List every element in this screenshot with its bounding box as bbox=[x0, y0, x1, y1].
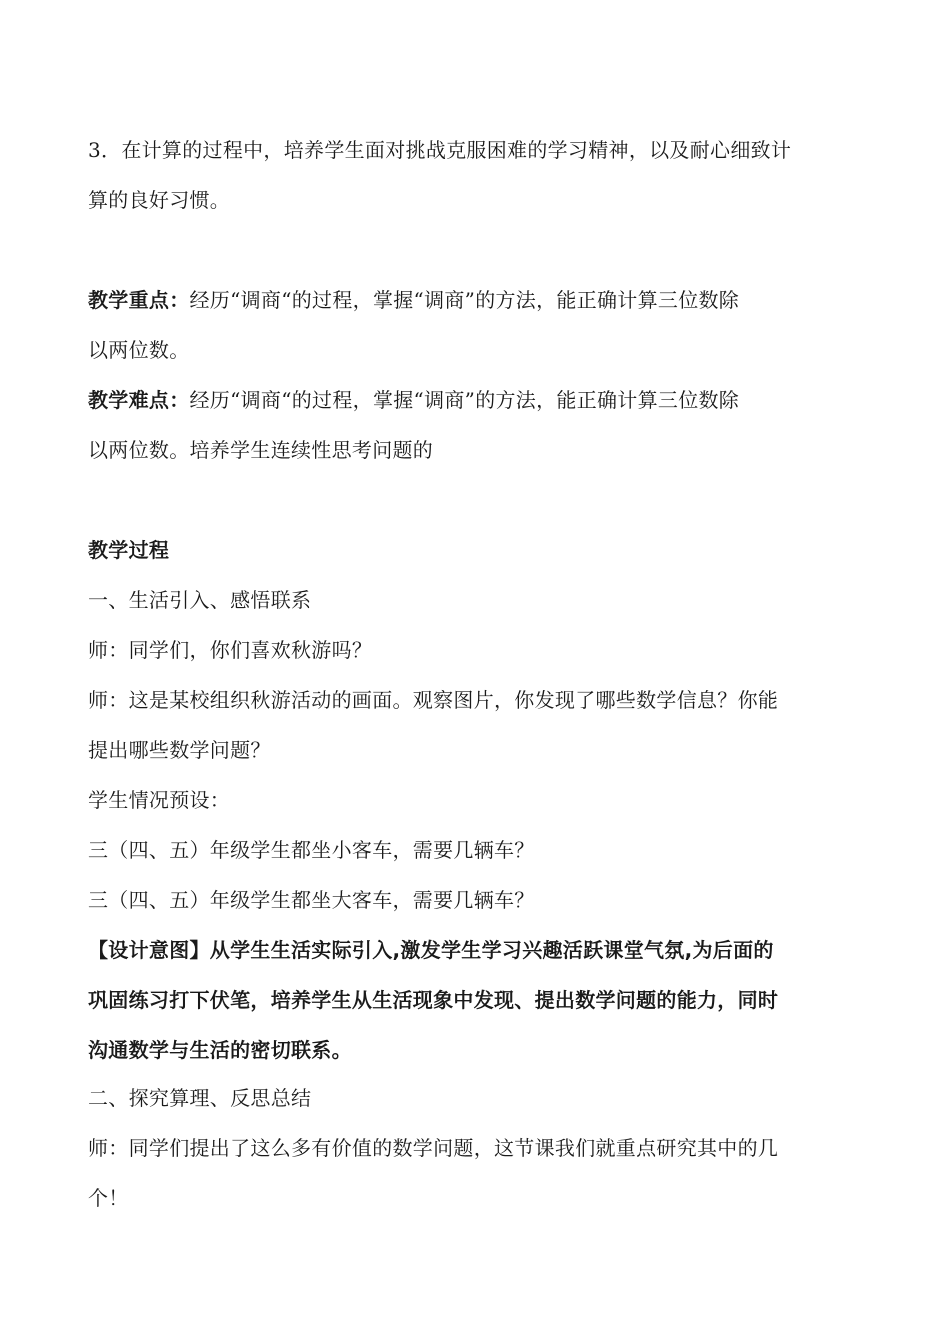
section-1-p3: 学生情况预设： bbox=[88, 788, 231, 812]
objective-3-line-2: 算的良好习惯。 bbox=[88, 188, 231, 212]
design-intent-line-2: 巩固练习打下伏笔，培养学生从生活现象中发现、提出数学问题的能力，同时 bbox=[88, 988, 779, 1012]
key-point-line-1 bbox=[88, 287, 868, 313]
difficult-point-label: 教学难点： bbox=[88, 388, 190, 412]
difficult-point-line-2: 以两位数。培养学生连续性思考问题的 bbox=[88, 438, 434, 462]
section-2-p1-line-2: 个！ bbox=[88, 1186, 129, 1210]
section-1-p5: 三（四、五）年级学生都坐大客车，需要几辆车？ bbox=[88, 888, 535, 912]
key-point-label: 教学重点： bbox=[88, 288, 190, 312]
section-1-p4: 三（四、五）年级学生都坐小客车，需要几辆车？ bbox=[88, 838, 535, 862]
section-2-p1-line-1: 师：同学们提出了这么多有价值的数学问题，这节课我们就重点研究其中的几 bbox=[88, 1136, 779, 1160]
section-1-p2-line-1: 师：这是某校组织秋游活动的画面。观察图片，你发现了哪些数学信息？你能 bbox=[88, 688, 779, 712]
difficult-point-line-1 bbox=[88, 387, 868, 413]
process-title: 教学过程 bbox=[88, 538, 170, 562]
difficult-point-text: 经历“调商“的过程，掌握“调商”的方法，能正确计算三位数除 bbox=[189, 388, 740, 412]
key-point-text: 经历“调商“的过程，掌握“调商”的方法，能正确计算三位数除 bbox=[189, 288, 740, 312]
section-1-p1: 师：同学们，你们喜欢秋游吗？ bbox=[88, 638, 373, 662]
section-2-title: 二、探究算理、反思总结 bbox=[88, 1086, 312, 1110]
design-intent-line-3: 沟通数学与生活的密切联系。 bbox=[88, 1038, 352, 1062]
objective-3-line-1: 3．在计算的过程中，培养学生面对挑战克服困难的学习精神，以及耐心细致计 bbox=[88, 138, 792, 162]
section-1-p2-line-2: 提出哪些数学问题？ bbox=[88, 738, 271, 762]
section-1-title: 一、生活引入、感悟联系 bbox=[88, 588, 312, 612]
key-point-line-2: 以两位数。 bbox=[88, 338, 190, 362]
design-intent-line-1: 【设计意图】从学生生活实际引入,激发学生学习兴趣活跃课堂气氛,为后面的 bbox=[88, 938, 774, 962]
